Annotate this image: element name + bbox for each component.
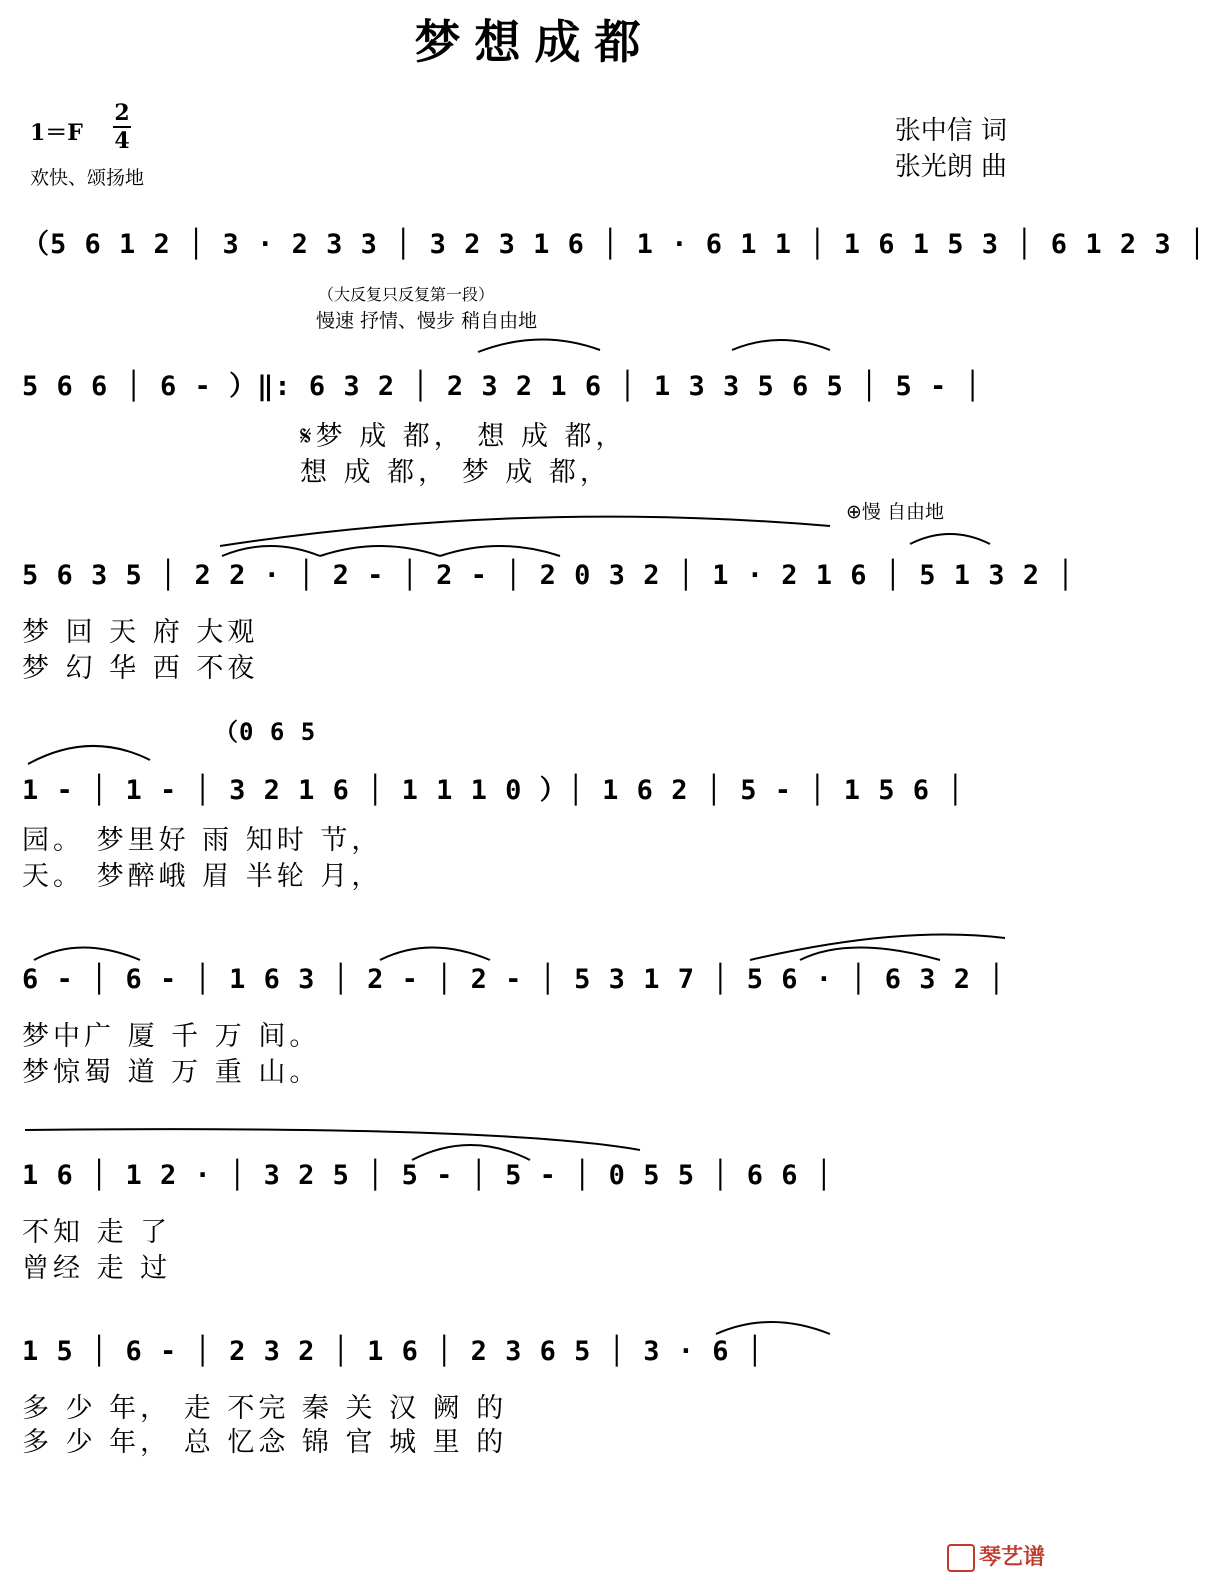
slur-mark — [800, 948, 940, 961]
lyrics-line: 𝄋梦 成 都， 想 成 都， — [300, 421, 627, 452]
slur-mark — [222, 546, 320, 556]
coda-marking: ⊕慢 自由地 — [846, 501, 944, 523]
staff-system-5: 6 - │ 6 - │ 1 6 3 │ 2 - │ 2 - │ 5 3 1 7 │ 5 6 · │ 6 3 2 │ — [22, 964, 1006, 995]
time-signature-top: 2 — [114, 100, 130, 126]
slur-mark — [25, 1129, 640, 1150]
interlude-pickup: （0 6 5 — [214, 718, 317, 746]
lyrics-line: 多 少 年， 总 忆念 锦 官 城 里 的 — [22, 1427, 508, 1458]
lyrics-line: 梦惊蜀 道 万 重 山。 — [22, 1057, 321, 1088]
tempo-change: 慢速 抒情、慢步 稍自由地 — [316, 310, 538, 332]
slur-mark — [732, 340, 830, 350]
time-signature-bottom: 4 — [114, 128, 130, 154]
slur-mark — [910, 534, 990, 544]
lyrics-line: 多 少 年， 走 不完 秦 关 汉 阙 的 — [22, 1393, 508, 1424]
staff-system-2: 5 6 6 │ 6 - ）‖: 6 3 2 │ 2 3 2 1 6 │ 1 3 3 5 6 5 │ 5 - │ — [22, 371, 982, 402]
slur-mark — [34, 948, 140, 961]
lyrics-line: 天。 梦醉峨 眉 半轮 月， — [22, 861, 383, 892]
slur-mark — [412, 1145, 530, 1160]
slur-mark — [320, 546, 440, 556]
lyrics-line: 园。 梦里好 雨 知时 节， — [22, 825, 383, 856]
key-signature: 1＝F — [30, 120, 83, 146]
slur-mark — [440, 546, 560, 556]
slur-mark — [478, 339, 600, 352]
watermark-logo — [947, 1540, 1045, 1572]
slur-mark — [380, 948, 490, 961]
staff-system-6: 1 6 │ 1 2 · │ 3 2 5 │ 5 - │ 5 - │ 0 5 5 │ 6 6 │ — [22, 1160, 834, 1191]
logo-icon — [947, 1544, 975, 1572]
lyrics-line: 想 成 都， 梦 成 都， — [300, 457, 611, 488]
watermark-text: 琴艺谱 — [978, 1545, 1045, 1570]
tempo-marking: 欢快、颂扬地 — [30, 167, 145, 189]
lyrics-line: 梦 回 天 府 大观 — [22, 617, 259, 648]
lyricist-credit: 张中信 词 — [894, 116, 1007, 146]
staff-system-1: （5 6 1 2 │ 3 · 2 3 3 │ 3 2 3 1 6 │ 1 · 6 1 1 │ 1 6 1 5 3 │ 6 1 2 3 │ — [22, 229, 1206, 260]
composer-credit: 张光朗 曲 — [894, 152, 1007, 182]
slur-mark — [220, 517, 830, 546]
staff-system-7: 1 5 │ 6 - │ 2 3 2 │ 1 6 │ 2 3 6 5 │ 3 · 6 │ — [22, 1336, 764, 1367]
slur-mark — [28, 746, 150, 764]
slur-mark — [716, 1322, 830, 1334]
lyrics-line: 梦中广 厦 千 万 间。 — [22, 1021, 321, 1052]
staff-system-4: 1 - │ 1 - │ 3 2 1 6 │ 1 1 1 0 ）│ 1 6 2 │ 5 - │ 1 5 6 │ — [22, 775, 965, 806]
repeat-note: （大反复只反复第一段） — [318, 285, 495, 304]
lyrics-line: 不知 走 了 — [22, 1217, 172, 1248]
score-title: 梦想成都 — [414, 15, 655, 69]
staff-system-3: 5 6 3 5 │ 2 2 · │ 2 - │ 2 - │ 2 0 3 2 │ 1 · 2 1 6 │ 5 1 3 2 │ — [22, 560, 1075, 591]
lyrics-line: 曾经 走 过 — [22, 1253, 172, 1284]
lyrics-line: 梦 幻 华 西 不夜 — [22, 653, 259, 684]
